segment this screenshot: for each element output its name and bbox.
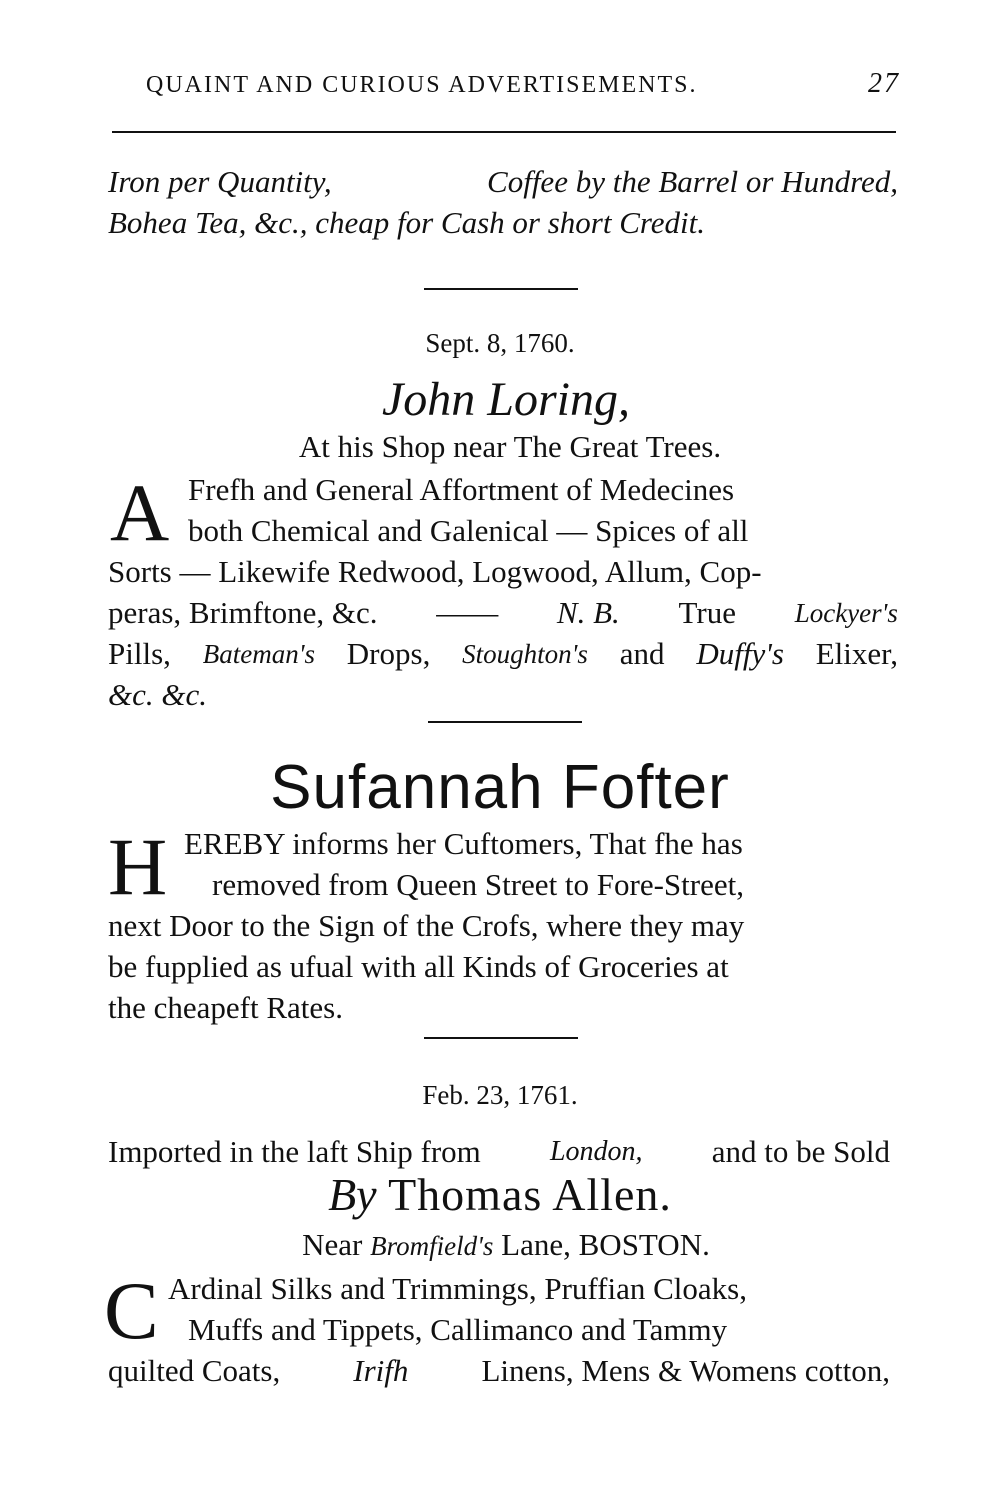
section-divider (424, 288, 578, 290)
intro-text: Coffee by the Barrel or Hundred, (487, 164, 898, 199)
ad1-line-6: &c. &c. (108, 677, 207, 712)
running-header (110, 68, 900, 106)
ad1-line-2: both Chemical and Galenical — Spices of all (188, 513, 749, 548)
ad3-text: Lane, BOSTON. (501, 1227, 710, 1262)
intro-line-2 (108, 203, 898, 243)
ad3-name: Thomas Allen. (388, 1169, 672, 1220)
ad1-line-5 (108, 634, 898, 674)
page-number: 27 (868, 68, 900, 99)
ad1-duffy: Duffy's (696, 636, 784, 671)
header-title: QUAINT AND CURIOUS ADVERTISEMENTS. (146, 72, 698, 98)
ad1-dash: —— (436, 595, 499, 630)
ad1-date: Sept. 8, 1760. (425, 328, 575, 358)
ad1-nb: N. B. (556, 595, 620, 630)
ad3-text: Linens, Mens & Womens cotton, (481, 1353, 890, 1388)
ad2-drop-cap: H (108, 821, 168, 912)
ad2-name: Sufannah Fofter (270, 753, 730, 822)
ad1-text: Pills, (108, 636, 171, 671)
ad3-date: Feb. 23, 1761. (422, 1080, 578, 1110)
section-divider (424, 1037, 578, 1039)
ad3-text: and to be Sold (711, 1134, 890, 1169)
ad3-by: By (328, 1169, 377, 1220)
ad3-title (0, 1168, 1000, 1221)
ad1-address: At his Shop near The Great Trees. (298, 429, 722, 464)
ad3-intro (108, 1132, 890, 1172)
ad2-line-1: EREBY informs her Cuftomers, That fhe has (184, 826, 743, 861)
ad3-irish: Irifh (353, 1353, 409, 1388)
ad1-line-1: Frefh and General Affortment of Medecines (188, 472, 735, 507)
ad2-line-3: next Door to the Sign of the Crofs, where they may (108, 908, 745, 943)
ad3-text: Imported in the laft Ship from (108, 1134, 481, 1169)
ad1-drop-cap: A (110, 467, 170, 558)
ad1-text: Drops, (346, 636, 431, 671)
ad1-text: and (619, 636, 665, 671)
ad1-text: Elixer, (815, 636, 898, 671)
ad3-drop-cap: C (104, 1265, 159, 1356)
ad3-address (0, 1227, 1000, 1263)
ad2-line-4: be fupplied as ufual with all Kinds of Groceries at (108, 949, 729, 984)
ad3-london: London, (549, 1136, 643, 1167)
ad1-line-3: Sorts — Likewife Redwood, Logwood, Allum, Cop- (108, 554, 762, 589)
ad1-text: True (678, 595, 736, 630)
ad1-text: peras, Brimftone, &c. (108, 595, 378, 630)
ad2-line-5: the cheapeft Rates. (108, 990, 343, 1025)
ad1-name: John Loring, (381, 373, 630, 426)
ad3-text: Near (302, 1227, 363, 1262)
header-rule (112, 131, 896, 133)
ad1-stoughton: Stoughton's (462, 639, 588, 669)
intro-text: Iron per Quantity, (108, 164, 332, 199)
ad3-line-3 (108, 1351, 890, 1391)
ad3-line-2: Muffs and Tippets, Callimanco and Tammy (188, 1312, 728, 1347)
ad3-bromfield: Bromfield's (370, 1231, 494, 1261)
ad1-lockyer: Lockyer's (794, 598, 898, 628)
ad1-line-4 (108, 593, 898, 633)
intro-line-1 (108, 162, 898, 202)
section-divider (428, 721, 582, 723)
intro-text: Bohea Tea, &c., cheap for Cash or short Credit. (108, 205, 706, 240)
ad1-bateman: Bateman's (202, 639, 315, 669)
ad2-line-2: removed from Queen Street to Fore-Street, (212, 867, 744, 902)
ad3-line-1: Ardinal Silks and Trimmings, Pruffian Cloaks, (168, 1271, 747, 1306)
ad3-text: quilted Coats, (108, 1353, 281, 1388)
